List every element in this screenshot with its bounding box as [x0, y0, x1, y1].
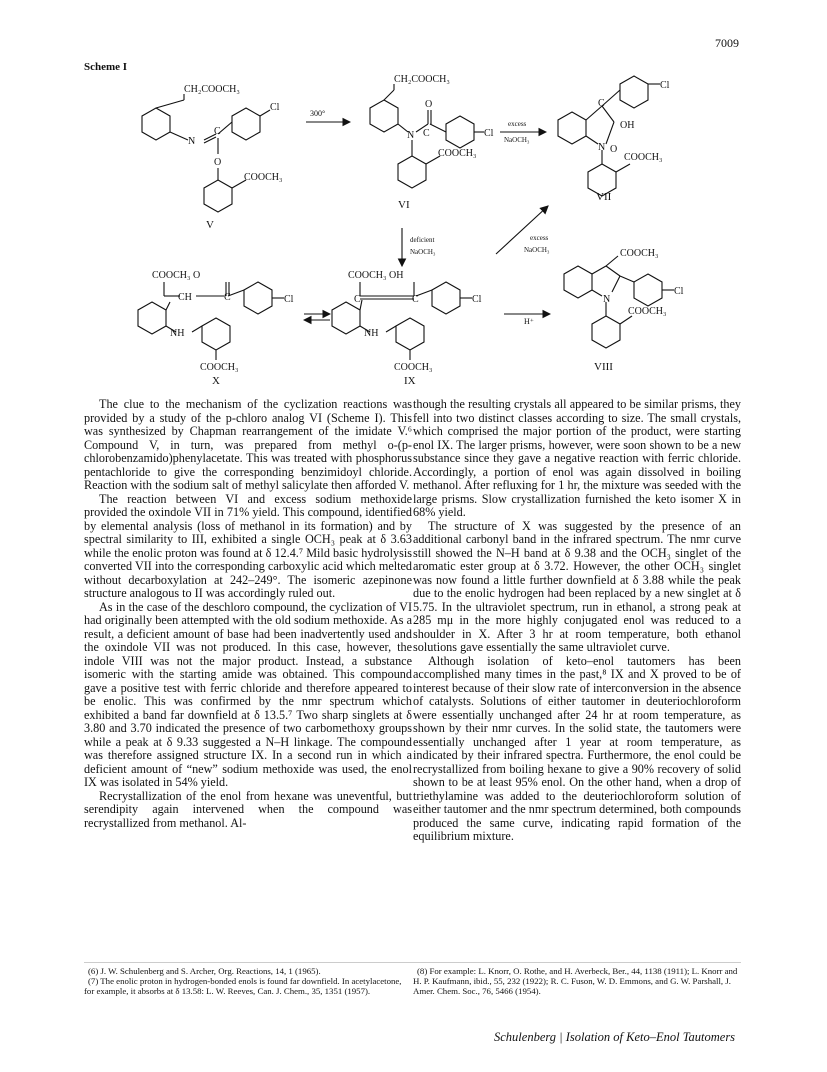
viii-cooch3-top: COOCH₃: [620, 248, 659, 259]
v-to-vi-condition: 300°: [310, 109, 326, 118]
footnote: (8) For example: L. Knorr, O. Rothe, and H. Averbeck, Ber., 44, 1138 (1911); L. Knorr and H. P. Kaufmann, ibid., 55, 232 (1922); R. C. Fuson, W. D. Emmons, and G. W. Parshall, J. Amer. Chem. Soc., 76, 5466 (1954).: [413, 966, 738, 996]
v-ch2cooch3: CH₂COOCH₃: [184, 84, 240, 95]
compound-v-structure: [142, 94, 270, 212]
ix-cooch3-oh: COOCH₃ OH: [348, 270, 404, 281]
vi-c: C: [423, 128, 430, 139]
footnote-divider: [84, 962, 741, 963]
paragraph: Recrystallization of the enol from hexane was uneventful, but serendipity again intervened when the compound was recrystallized from methanol. Al-: [84, 788, 412, 830]
compound-ix-structure: [332, 282, 472, 360]
vii-cl: Cl: [660, 80, 670, 91]
ix-c2: C: [412, 294, 419, 305]
compound-vii-structure: [558, 76, 660, 196]
scheme-label: Scheme I: [84, 61, 128, 73]
vi-to-vii-bottom: NaOCH₃: [504, 136, 530, 144]
label-ix: IX: [404, 375, 416, 387]
x-c: C: [224, 292, 231, 303]
label-v: V: [206, 219, 214, 231]
vi-to-ix-bottom: NaOCH₃: [410, 248, 436, 256]
footnotes-left: [84, 966, 412, 996]
v-n: N: [188, 136, 196, 147]
right-column: [413, 398, 741, 844]
label-x: X: [212, 375, 220, 387]
v-c: C: [214, 126, 221, 137]
paragraph: As in the case of the deschloro compound, the cyclization of VI had originally been attempted with the old sodium methoxide. As a result, a deficient amount of base had been inadvertently used and the oxindole VII was not produced. In this case, however, the indole VIII was not the major product. Instead, a substance isomeric with the starting amide was obtained. This compound gave a positive test with ferric chloride and therefore appeared to be enolic. This was confirmed by the nmr spectrum which exhibited a band far downfield at δ 13.5.⁷ Two sharp singlets at δ 3.80 and 3.70 indicated the presence of two carbomethoxy groups while a peak at δ 9.33 suggested a N–H linkage. The compound was therefore assigned structure IX. In a second run in which a deficient amount of “new” sodium methoxide was used, the enol IX was isolated in 54% yield.: [84, 599, 412, 789]
ix-cl: Cl: [472, 294, 482, 305]
vii-oh: OH: [620, 120, 635, 131]
x-cooch3: COOCH₃: [200, 362, 239, 373]
paragraph: Although isolation of keto–enol tautomers has been accomplished many times in the past,⁸ IX and X proved to be of interest because of their slow rate of interconversion in the absence of catalysts. Solutions of either tautomer in deuteriochloroform were essentially unchanged after 24 hr at room temperature, as shown by their nmr curves. In the solid state, the tautomers were essentially unchanged after 1 year at room temperature, as indicated by their infrared spectra. Furthermore, the enol could be recrystallized from boiling hexane to give a 90% recovery of solid shown to be at least 95% enol. On the other hand, when a drop of triethylamine was added to the deuteriochloroform solution of either tautomer and the nmr spectrum determined, both compounds produced the same curve, indicating rapid formation of the equilibrium mixture.: [413, 653, 741, 843]
paragraph: The clue to the mechanism of the cyclization reactions was provided by a study of the p-chloro analog VI (Scheme I). This was synthesized by Chapman rearrangement of the imidate V.⁶ Compound V, in turn, was prepared from methyl o-(p-chlorobenzamido)phenylacetate. This was treated with phosphorus pentachloride to give the corresponding benzimidoyl chloride. Reaction with the sodium salt of methyl salicylate then afforded V.: [84, 397, 412, 492]
ix-to-vii-bottom: NaOCH₃: [524, 246, 550, 254]
v-cl: Cl: [270, 102, 280, 113]
paragraph: The structure of X was suggested by the presence of an additional carbonyl band in the infrared spectrum. The nmr curve still showed the N–H band at δ 9.38 and the OCH₃ singlet of the aromatic ester group at δ 3.72. However, the other OCH₃ singlet was now found a little further downfield at δ 3.88 while the peak due to the enolic hydrogen had been replaced by a new singlet at δ 5.75. In the ultraviolet spectrum, run in ethanol, a strong peak at 285 mμ in the more highly conjugated enol was reduced to a shoulder in X. After 3 hr at room temperature, both ethanol solutions gave essentially the same ultraviolet curve.: [413, 518, 741, 654]
v-o: O: [214, 157, 222, 168]
paragraph: The reaction between VI and excess sodium methoxide provided the oxindole VII in 71% yield. This compound, identified by elemental analysis (loss of methanol in its formation) and by spectral similarity to III, exhibited a single OCH₃ peak at δ 3.63 while the enolic proton was found at δ 12.4.⁷ Mild basic hydrolysis converted VII into the corresponding carboxylic acid which melted without decarboxylation at 242–249°. The isomeric azepinone structure analogous to II was accordingly ruled out.: [84, 491, 412, 600]
vii-o: O: [610, 144, 618, 155]
vi-cooch3: COOCH₃: [438, 148, 477, 159]
vii-c: C: [598, 98, 605, 109]
vi-n: N: [407, 130, 415, 141]
viii-cl: Cl: [674, 286, 684, 297]
vi-o: O: [425, 99, 433, 110]
label-viii: VIII: [594, 361, 613, 373]
label-vi: VI: [398, 199, 410, 211]
vi-cl: Cl: [484, 128, 494, 139]
running-footer: Schulenberg | Isolation of Keto–Enol Tautomers: [494, 1030, 736, 1044]
footnotes-right: [413, 966, 741, 996]
compound-x-structure: [138, 282, 284, 360]
paragraph: though the resulting crystals all appeared to be similar prisms, they fell into two distinct classes according to size. The small crystals, which comprised the major portion of the product, were starting enol IX. The larger prisms, however, were soon shown to be a new substance since they gave a negative reaction with ferric chloride. Accordingly, a portion of enol was again dissolved in boiling methanol. After refluxing for 1 hr, the mixture was seeded with the large prisms. Slow crystallization furnished the keto isomer X in 68% yield.: [413, 397, 741, 519]
vi-to-ix-top: deficient: [410, 236, 435, 244]
x-cooch3-o: COOCH₃ O: [152, 270, 201, 281]
page-number: 7009: [715, 36, 739, 50]
ix-to-viii-condition: H⁺: [524, 317, 534, 326]
footnote: (6) J. W. Schulenberg and S. Archer, Org. Reactions, 14, 1 (1965).: [88, 966, 321, 976]
x-cl: Cl: [284, 294, 294, 305]
x-ch: CH: [178, 292, 192, 303]
vi-ch2cooch3: CH₂COOCH₃: [394, 74, 450, 85]
ix-c1: C: [354, 294, 361, 305]
label-vii: VII: [596, 191, 612, 203]
ix-cooch3: COOCH₃: [394, 362, 433, 373]
ix-nh: NH: [364, 328, 379, 339]
viii-n: N: [603, 294, 611, 305]
compound-viii-structure: [564, 256, 674, 348]
vii-cooch3: COOCH₃: [624, 152, 663, 163]
left-column: [84, 398, 412, 830]
vi-to-vii-top: excess: [508, 120, 527, 128]
reaction-scheme: [84, 70, 744, 388]
footnote: (7) The enolic proton in hydrogen-bonded enols is found far downfield. In acetylacetone, for example, it absorbs at δ 13.58: L. W. Reeves, Can. J. Chem., 35, 1351 (1957).: [84, 976, 402, 996]
ix-to-vii-top: excess: [530, 234, 549, 242]
viii-cooch3-bottom: COOCH₃: [628, 306, 667, 317]
x-nh: NH: [170, 328, 185, 339]
v-cooch3: COOCH₃: [244, 172, 283, 183]
vii-n: N: [598, 142, 606, 153]
